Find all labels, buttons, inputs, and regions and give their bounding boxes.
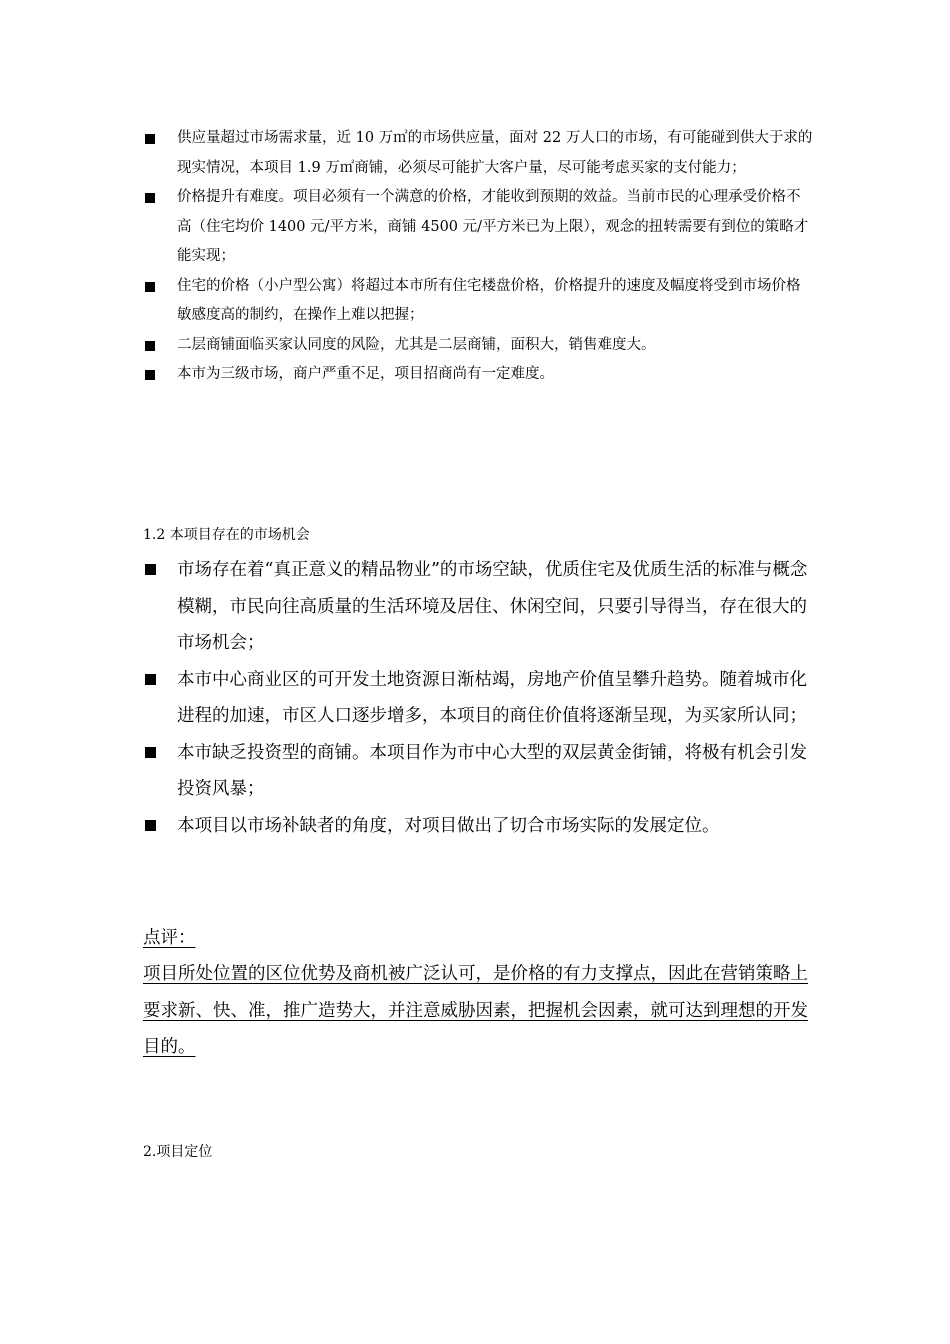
- black-square-icon: [145, 134, 155, 144]
- risk-list: [143, 124, 813, 390]
- list-item-text: 供应量超过市场需求量，近 10 万㎡的市场供应量，面对 22 万人口的市场，有可能碰到供大于求的现实情况，本项目 1.9 万㎡商铺，必须尽可能扩大客户量，尽可能考虑买家的支付能力；: [177, 130, 813, 176]
- comment-text: 项目所处位置的区位优势及商机被广泛认可，是价格的有力支撑点，因此在营销策略上要求新、快、准，推广造势大，并注意威胁因素，把握机会因素，就可达到理想的开发目的。: [143, 964, 808, 1057]
- black-square-icon: [145, 747, 156, 758]
- black-square-icon: [145, 674, 156, 685]
- black-square-icon: [145, 193, 155, 203]
- black-square-icon: [145, 564, 156, 575]
- comment-body: [143, 956, 813, 1066]
- list-item: [143, 124, 813, 183]
- list-item: [143, 735, 813, 808]
- list-item-text: 本市为三级市场，商户严重不足，项目招商尚有一定难度。: [177, 366, 554, 382]
- list-item: [143, 331, 813, 361]
- list-item: [143, 552, 813, 662]
- black-square-icon: [145, 370, 155, 380]
- list-item-text: 市场存在着“真正意义的精品物业”的市场空缺，优质住宅及优质生活的标准与概念模糊，市民向往高质量的生活环境及居住、休闲空间，只要引导得当，存在很大的市场机会；: [177, 560, 808, 653]
- list-item: [143, 360, 813, 390]
- section-heading-2: 2.项目定位: [143, 1144, 213, 1160]
- list-item-text: 住宅的价格（小户型公寓）将超过本市所有住宅楼盘价格，价格提升的速度及幅度将受到市场价格敏感度高的制约，在操作上难以把握；: [177, 277, 801, 323]
- list-item: [143, 183, 813, 272]
- black-square-icon: [145, 820, 156, 831]
- black-square-icon: [145, 341, 155, 351]
- list-item-text: 本市中心商业区的可开发土地资源日渐枯竭，房地产价值呈攀升趋势。随着城市化进程的加速，市区人口逐步增多，本项目的商住价值将逐渐呈现，为买家所认同；: [177, 669, 807, 726]
- section-heading-1-2: 1.2 本项目存在的市场机会: [143, 527, 310, 543]
- opportunity-list: [143, 552, 813, 844]
- list-item-text: 二层商铺面临买家认同度的风险，尤其是二层商铺，面积大，销售难度大。: [177, 336, 656, 353]
- list-item-text: 本市缺乏投资型的商铺。本项目作为市中心大型的双层黄金街铺，将极有机会引发投资风暴；: [177, 742, 807, 799]
- list-item-text: 本项目以市场补缺者的角度，对项目做出了切合市场实际的发展定位。: [177, 815, 720, 836]
- list-item: [143, 662, 813, 735]
- black-square-icon: [145, 282, 155, 292]
- list-item: [143, 272, 813, 331]
- comment-label-text: 点评：: [143, 928, 196, 948]
- comment-label: [143, 920, 813, 957]
- list-item-text: 价格提升有难度。项目必须有一个满意的价格，才能收到预期的效益。当前市民的心理承受价格不高（住宅均价 1400 元/平方米，商铺 4500 元/平方米已为上限），观念的扭转需要有到位的策略才能实现；: [177, 189, 809, 264]
- list-item: [143, 808, 813, 845]
